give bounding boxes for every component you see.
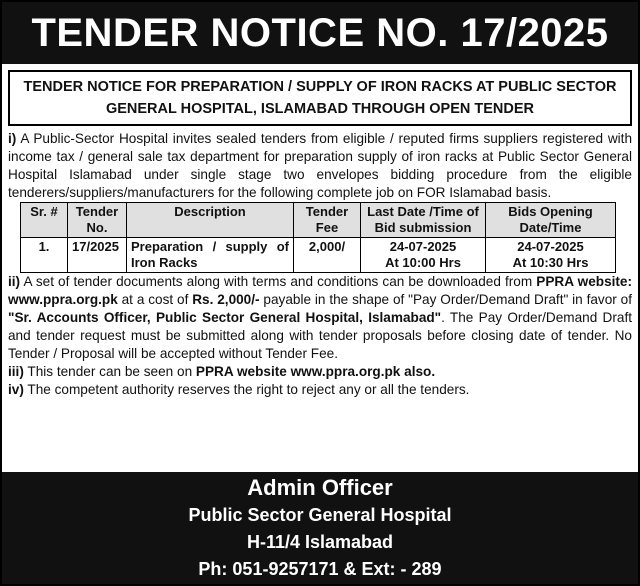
col-description: Description — [127, 203, 294, 238]
paragraph-number: iv) — [8, 382, 24, 397]
contact-footer — [2, 472, 638, 584]
paragraph-text: payable in the shape of "Pay Order/Demand Draft" in favor of — [263, 292, 632, 307]
last-time: At 10:00 Hrs — [385, 255, 461, 270]
cell-tender-no: 17/2025 — [68, 238, 127, 273]
notice-subject: TENDER NOTICE FOR PREPARATION / SUPPLY OF IRON RACKS AT PUBLIC SECTOR GENERAL HOSPITAL, ISLAMABAD THROUGH OPEN TENDER — [8, 70, 632, 126]
cell-sr: 1. — [21, 238, 68, 273]
footer-hospital: Public Sector General Hospital — [188, 505, 452, 525]
col-fee: Tender Fee — [294, 203, 361, 238]
col-last-date: Last Date /Time of Bid submission — [361, 203, 486, 238]
paragraph-number: ii) — [8, 274, 21, 289]
col-sr: Sr. # — [21, 203, 68, 238]
notice-title: TENDER NOTICE NO. 17/2025 — [2, 2, 638, 64]
cell-description: Preparation / supply of Iron Racks — [127, 238, 294, 273]
ppra-website-link[interactable]: PPRA website: www.ppra.org.pk — [8, 274, 633, 307]
cell-last-date — [361, 238, 486, 273]
paragraph-number: i) — [8, 131, 17, 146]
col-opening-date: Bids Opening Date/Time — [486, 203, 616, 238]
paragraph-4 — [8, 381, 632, 399]
cell-fee: 2,000/ — [294, 238, 361, 273]
footer-address: H-11/4 Islamabad — [246, 532, 394, 552]
paragraph-3 — [8, 363, 632, 381]
table-header-row — [21, 203, 616, 238]
payee-name: "Sr. Accounts Officer, Public Sector General Hospital, Islamabad" — [8, 310, 442, 325]
document-cost: Rs. 2,000/- — [192, 292, 260, 307]
table-row — [21, 238, 616, 273]
notice-body — [2, 126, 638, 399]
paragraph-text: This tender can be seen on — [27, 364, 193, 379]
tender-table — [20, 202, 616, 273]
footer-officer: Admin Officer — [247, 475, 393, 500]
paragraph-2 — [8, 273, 632, 363]
last-date: 24-07-2025 — [389, 239, 457, 254]
ppra-website-link[interactable]: PPRA website www.ppra.org.pk also. — [195, 364, 436, 379]
paragraph-text: A Public-Sector Hospital invites sealed tenders from eligible / reputed firms suppliers registered with income tax / general sale tax department for preparation supply of iron racks at Public Sector General Hospital Islamabad under single stage two envelopes bidding procedure from the eligible tenderers/suppliers/manufacturers for the following complete job on FOR Islamabad basis. — [8, 131, 633, 200]
paragraph-1 — [8, 130, 632, 202]
opening-date: 24-07-2025 — [517, 239, 584, 254]
paragraph-text: . The Pay Order/Demand Draft and tender request must be submitted along with tender proposals before closing date of tender. No Tender / Proposal will be accepted without Tender Fee. — [8, 310, 632, 361]
opening-time: At 10:30 Hrs — [512, 255, 589, 270]
paragraph-text: The competent authority reserves the right to reject any or all the tenders. — [27, 382, 470, 397]
cell-opening-date — [486, 238, 616, 273]
paragraph-text: at a cost of — [121, 292, 189, 307]
footer-phone: Ph: 051-9257171 & Ext: - 289 — [198, 559, 442, 579]
col-tender-no: Tender No. — [68, 203, 127, 238]
paragraph-number: iii) — [8, 364, 24, 379]
paragraph-text: A set of tender documents along with terms and conditions can be downloaded from — [23, 274, 533, 289]
